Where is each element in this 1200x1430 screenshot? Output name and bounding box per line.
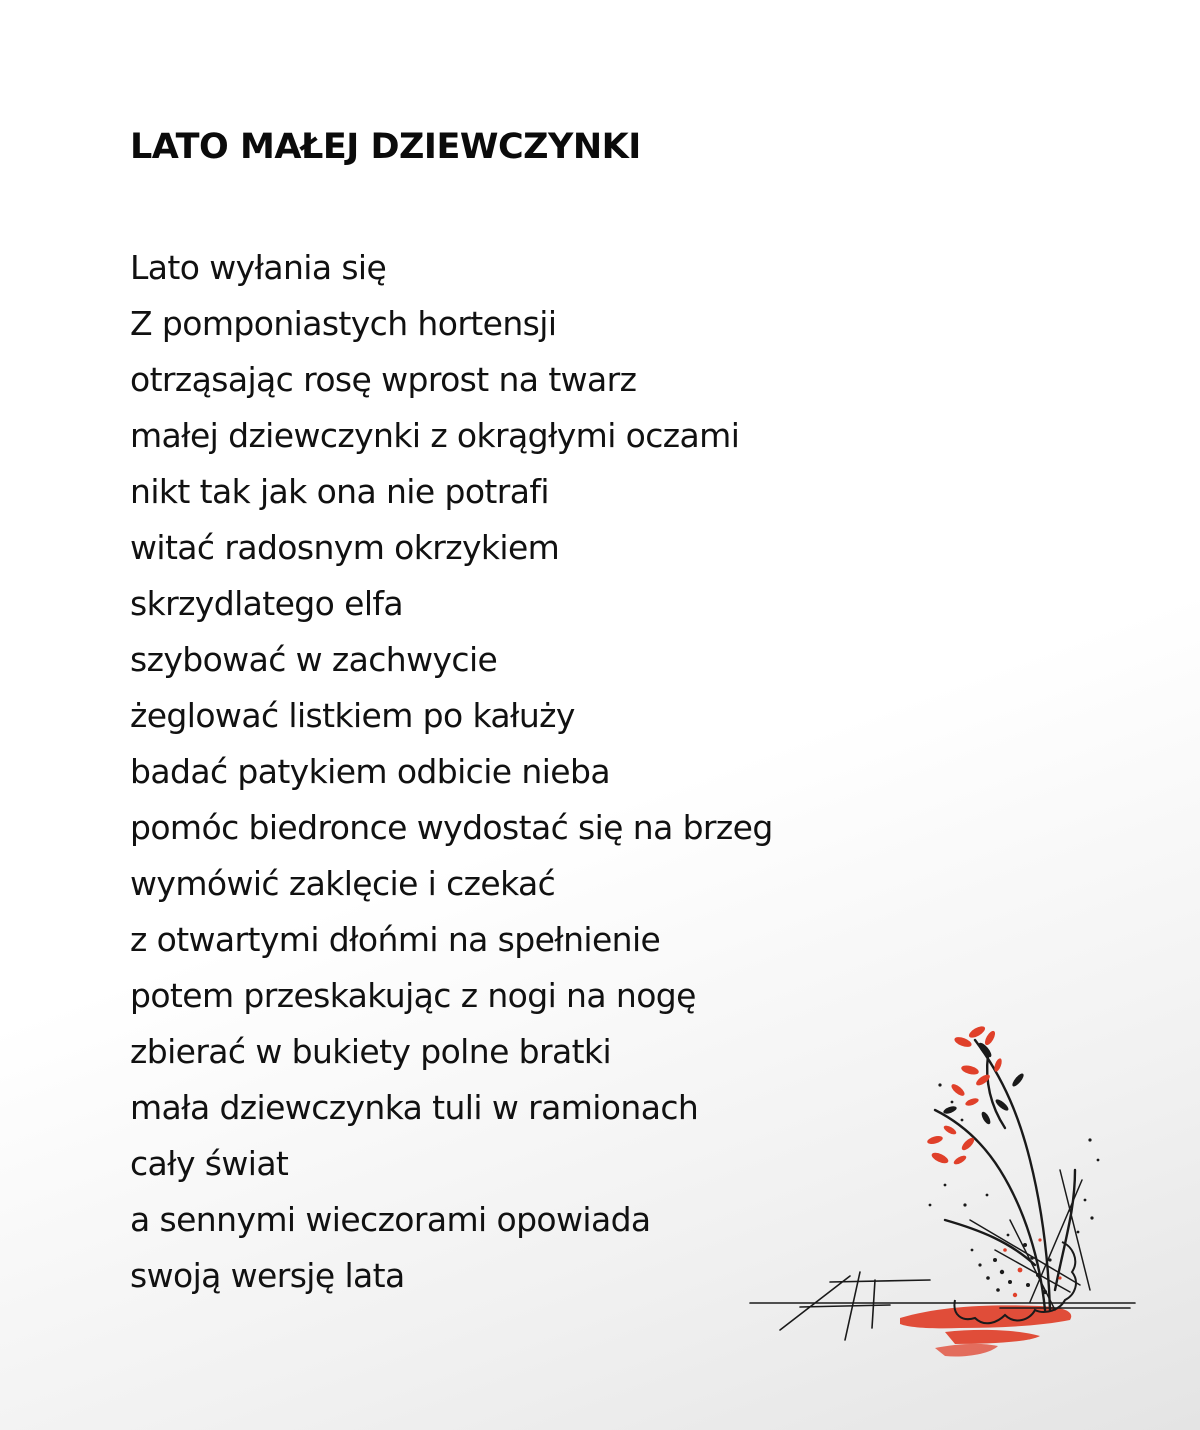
poem-line: wymówić zaklęcie i czekać (130, 864, 556, 903)
poem-line: zbierać w bukiety polne bratki (130, 1032, 612, 1071)
poem-line: pomóc biedronce wydostać się na brzeg (130, 808, 773, 847)
poem-line: Lato wyłania się (130, 248, 387, 287)
poem-line: witać radosnym okrzykiem (130, 528, 560, 567)
poem-line: otrząsając rosę wprost na twarz (130, 360, 637, 399)
poem-line: z otwartymi dłońmi na spełnienie (130, 920, 661, 959)
poem-line: małej dziewczynki z okrągłymi oczami (130, 416, 740, 455)
poem-line: mała dziewczynka tuli w ramionach (130, 1088, 699, 1127)
poem-line: żeglować listkiem po kałuży (130, 696, 575, 735)
poem-line: szybować w zachwycie (130, 640, 498, 679)
ground-lines (750, 1272, 1135, 1340)
poem-line: Z pomponiastych hortensji (130, 304, 557, 343)
poem-line: skrzydlatego elfa (130, 584, 404, 623)
poem-line: cały świat (130, 1144, 289, 1183)
poem-line: badać patykiem odbicie nieba (130, 752, 610, 791)
plant-sketch-icon (740, 1010, 1140, 1360)
poem-line: potem przeskakując z nogi na nogę (130, 976, 696, 1015)
poem-body (130, 240, 773, 1304)
poem-line: a sennymi wieczorami opowiada (130, 1200, 651, 1239)
paint-splash (900, 1305, 1071, 1356)
poem-title: LATO MAŁEJ DZIEWCZYNKI (130, 127, 641, 167)
red-leaves (926, 1024, 1003, 1166)
scratch-lines (970, 1170, 1090, 1310)
poem-line: nikt tak jak ona nie potrafi (130, 472, 549, 511)
poem-line: swoją wersję lata (130, 1256, 405, 1295)
